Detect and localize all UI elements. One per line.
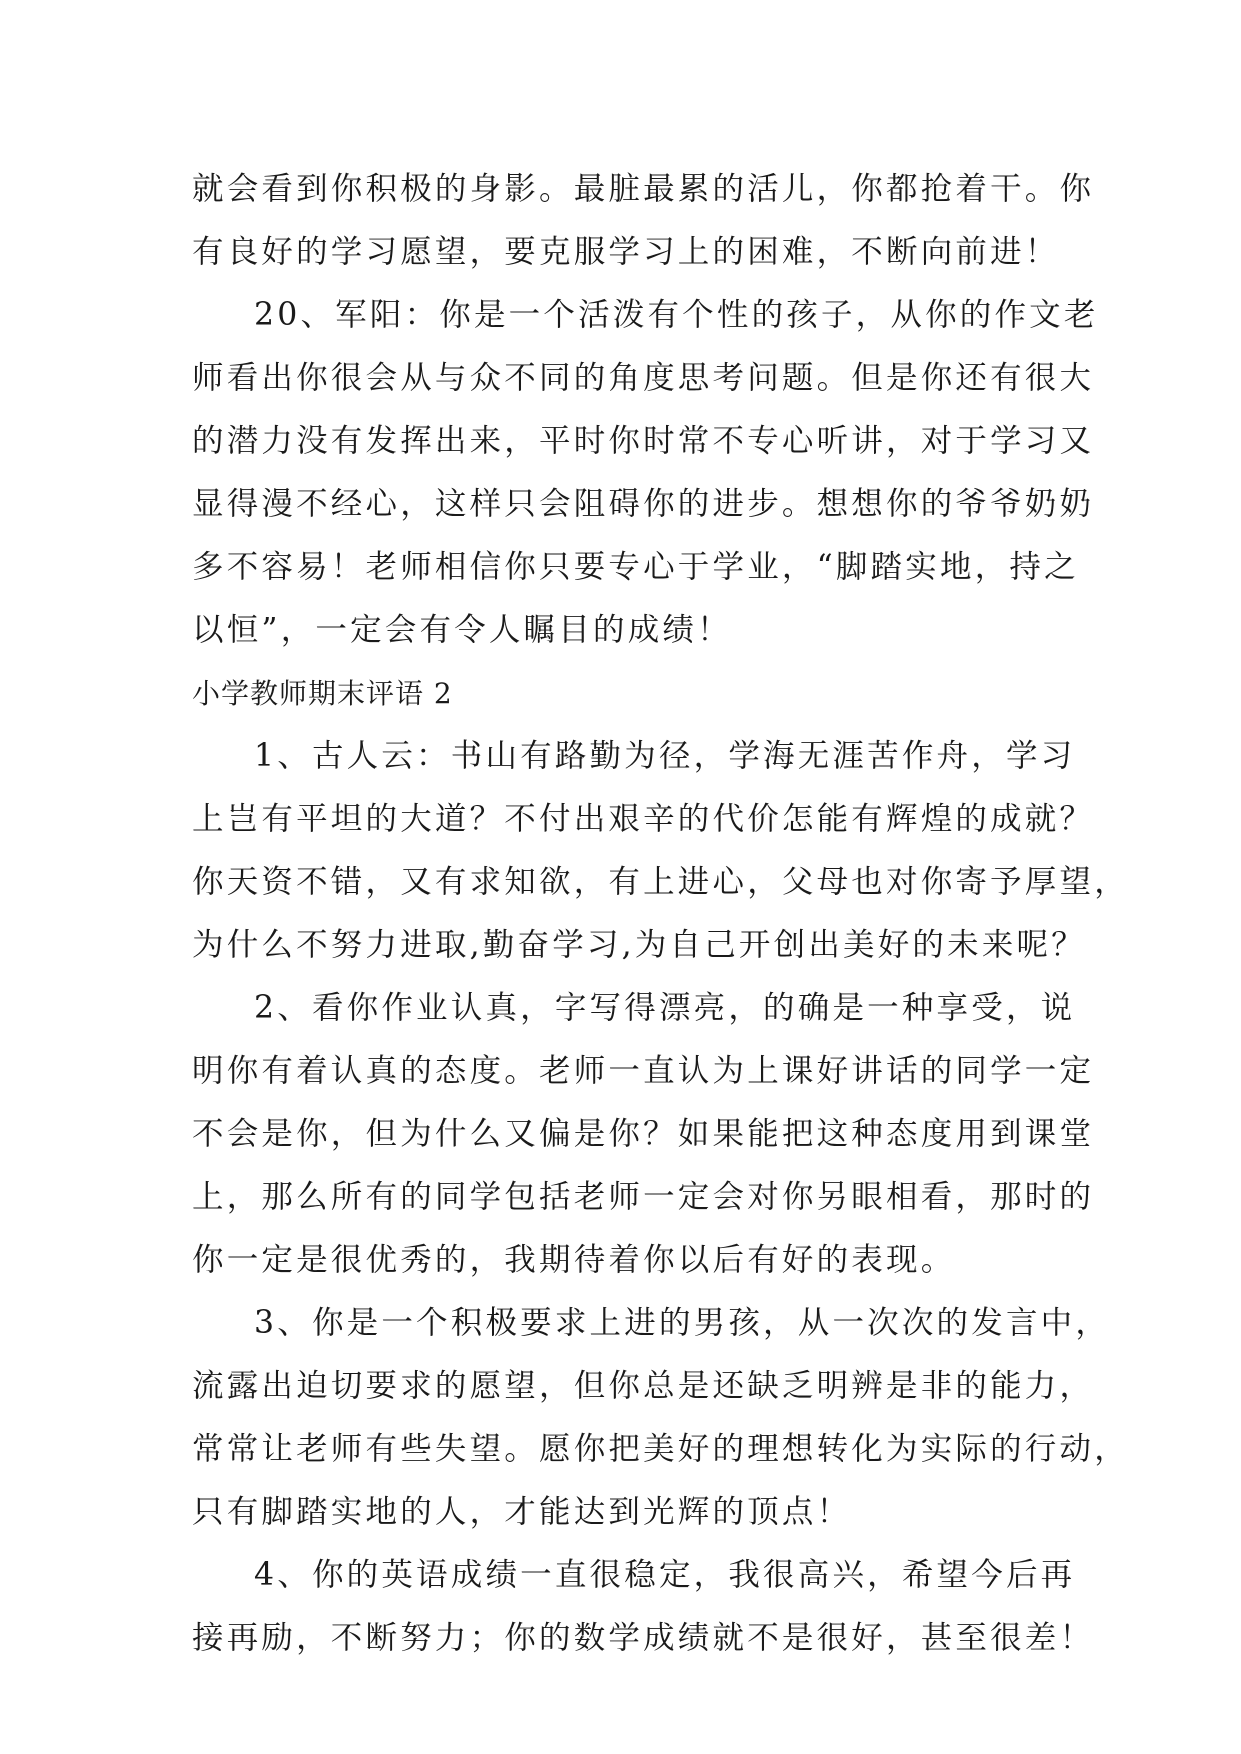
text-line: 师看出你很会从与众不同的角度思考问题。但是你还有很大 (192, 360, 1095, 396)
text-line: 流露出迫切要求的愿望，但你总是还缺乏明辨是非的能力， (192, 1368, 1095, 1404)
text-line: 常常让老师有些失望。愿你把美好的理想转化为实际的行动， (192, 1431, 1129, 1467)
paragraph-start-line: 3、你是一个积极要求上进的男孩，从一次次的发言中， (254, 1305, 1111, 1341)
text-line: 显得漫不经心，这样只会阻碍你的进步。想想你的爷爷奶奶 (192, 486, 1095, 522)
text-line: 的潜力没有发挥出来，平时你时常不专心听讲，对于学习又 (192, 423, 1095, 459)
paragraph-start-line: 4、你的英语成绩一直很稳定，我很高兴，希望今后再 (254, 1557, 1076, 1593)
text-line: 只有脚踏实地的人，才能达到光辉的顶点！ (192, 1494, 852, 1530)
section-heading: 小学教师期末评语 2 (192, 677, 453, 710)
text-line: 明你有着认真的态度。老师一直认为上课好讲话的同学一定 (192, 1053, 1095, 1089)
text-line: 接再励，不断努力；你的数学成绩就不是很好，甚至很差！ (192, 1620, 1095, 1656)
text-line: 以恒”，一定会有令人瞩目的成绩！ (192, 612, 732, 648)
text-line: 你一定是很优秀的，我期待着你以后有好的表现。 (192, 1242, 956, 1278)
document-body (192, 158, 1129, 1670)
text-line: 上岂有平坦的大道？不付出艰辛的代价怎能有辉煌的成就？ (192, 801, 1095, 837)
text-line: 有良好的学习愿望，要克服学习上的困难，不断向前进！ (192, 234, 1060, 270)
text-line: 不会是你，但为什么又偏是你？如果能把这种态度用到课堂 (192, 1116, 1095, 1152)
text-line: 就会看到你积极的身影。最脏最累的活儿，你都抢着干。你 (192, 171, 1095, 207)
text-line: 上，那么所有的同学包括老师一定会对你另眼相看，那时的 (192, 1179, 1095, 1215)
paragraph-start-line: 2、看你作业认真，字写得漂亮，的确是一种享受，说 (254, 990, 1076, 1026)
paragraph-start-line: 20、军阳：你是一个活泼有个性的孩子，从你的作文老 (254, 297, 1099, 333)
text-line: 你天资不错，又有求知欲，有上进心，父母也对你寄予厚望， (192, 864, 1129, 900)
paragraph-start-line: 1、古人云：书山有路勤为径，学海无涯苦作舟，学习 (254, 738, 1076, 774)
text-line: 为什么不努力进取,勤奋学习,为自己开创出美好的未来呢？ (192, 927, 1086, 963)
text-line: 多不容易！老师相信你只要专心于学业，“脚踏实地，持之 (192, 549, 1079, 585)
